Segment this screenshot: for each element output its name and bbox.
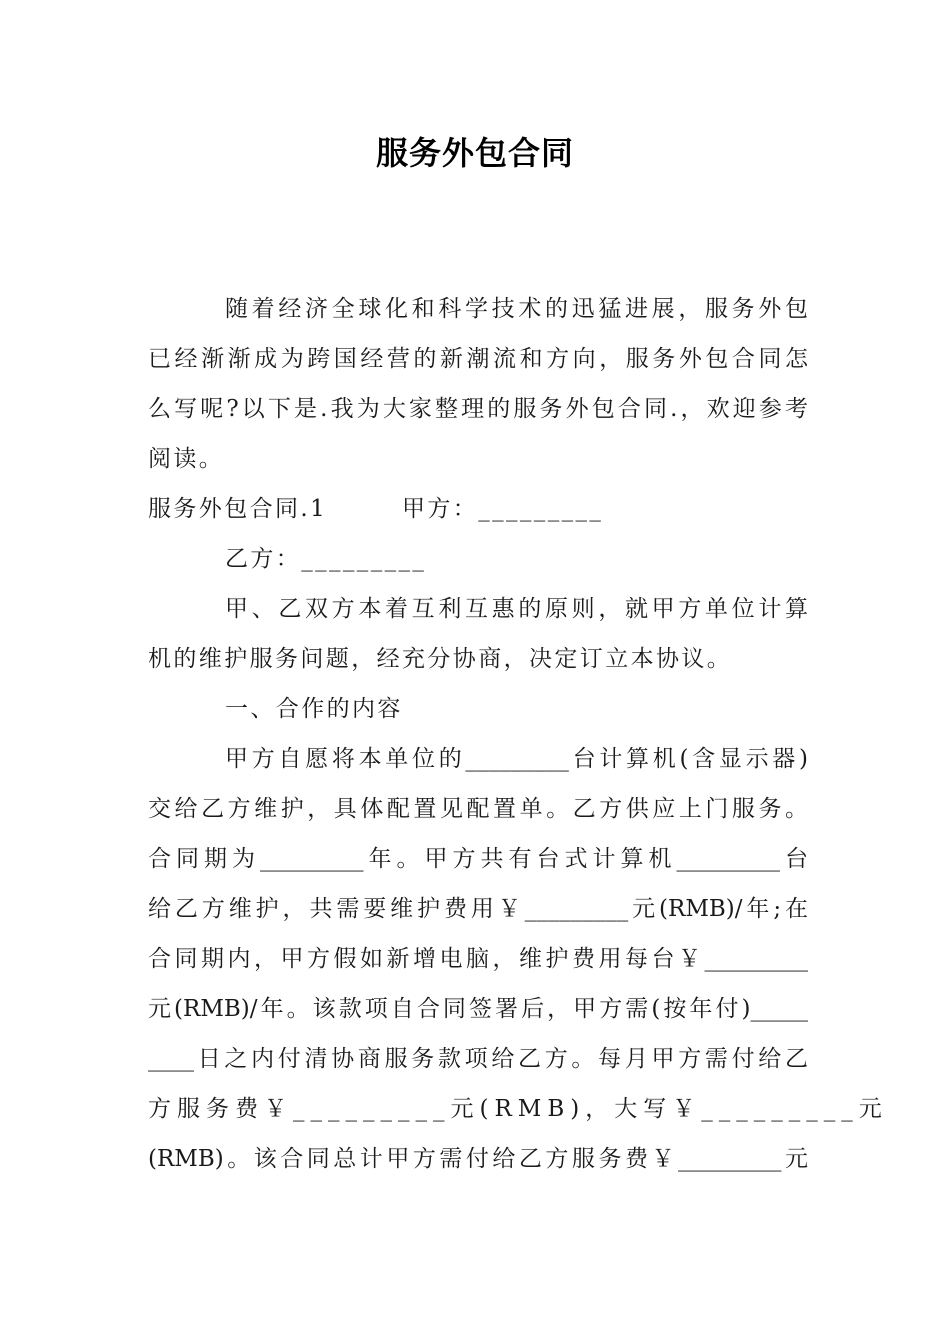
paragraph-line: 么写呢?以下是.我为大家整理的服务外包合同.，欢迎参考 — [148, 396, 808, 422]
paragraph-line: 方服务费￥_________元(RMB)，大写￥_________元 — [148, 1096, 888, 1122]
paragraph-line: 甲、乙双方本着互利互惠的原则，就甲方单位计算 — [225, 596, 808, 622]
document-title: 服务外包合同 — [375, 134, 574, 172]
paragraph-line: 元(RMB)/年。该款项自合同签署后，甲方需(按年付)_____ — [148, 996, 808, 1022]
paragraph-line: 合同期为_________年。甲方共有台式计算机_________台 — [148, 846, 808, 872]
paragraph-line: 机的维护服务问题，经充分协商，决定订立本协议。 — [148, 646, 733, 672]
contract-number-label: 服务外包合同.1 — [148, 496, 328, 522]
party-b-field: 乙方：_________ — [225, 546, 427, 572]
party-a-field: 甲方：_________ — [402, 496, 604, 522]
paragraph-line: 随着经济全球化和科学技术的迅猛进展，服务外包 — [225, 296, 808, 322]
paragraph-line: 给乙方维护，共需要维护费用￥_________元(RMB)/年;在 — [148, 896, 808, 922]
contract-heading-row — [148, 494, 808, 524]
paragraph-line: 交给乙方维护，具体配置见配置单。乙方供应上门服务。 — [148, 796, 808, 822]
paragraph-line: ____日之内付清协商服务款项给乙方。每月甲方需付给乙 — [148, 1046, 808, 1072]
paragraph-line: (RMB)。该合同总计甲方需付给乙方服务费￥_________元 — [148, 1146, 808, 1172]
paragraph-line: 已经渐渐成为跨国经营的新潮流和方向，服务外包合同怎 — [148, 346, 808, 372]
paragraph-line: 合同期内，甲方假如新增电脑，维护费用每台￥_________ — [148, 946, 808, 972]
paragraph-line: 阅读。 — [148, 446, 225, 472]
section-heading: 一、合作的内容 — [225, 696, 403, 722]
paragraph-line: 甲方自愿将本单位的_________台计算机(含显示器) — [225, 746, 808, 772]
